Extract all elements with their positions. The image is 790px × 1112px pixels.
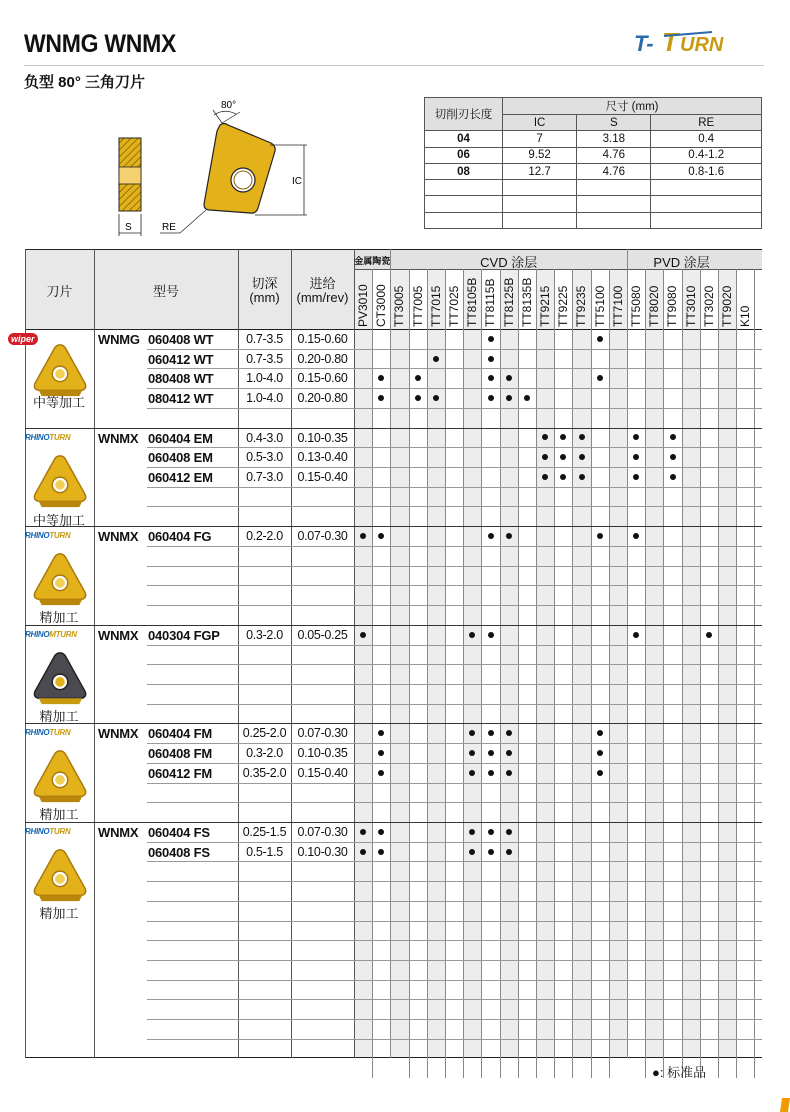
brand-rhino-turn <box>25 433 70 442</box>
feed-value: 0.07-0.30 <box>297 529 348 544</box>
standard-dot <box>506 533 512 539</box>
grade-border <box>518 269 519 1078</box>
model-code: 060412 EM <box>148 470 213 486</box>
row-border <box>147 664 762 665</box>
model-prefix: WNMX <box>98 529 139 545</box>
dim-row-empty <box>425 196 762 212</box>
dim-re: 0.4-1.2 <box>651 147 762 163</box>
t-turn-logo <box>632 28 764 58</box>
row-border <box>147 605 762 606</box>
standard-dot <box>488 375 494 381</box>
group-cermet: 金属陶瓷 <box>354 256 391 266</box>
grade-label: TT7100 <box>610 285 625 327</box>
brand-turn: TURN <box>55 629 77 639</box>
brand-turn: TURN <box>49 531 71 541</box>
standard-dot <box>597 730 603 736</box>
brand-turn: TURN <box>49 827 71 836</box>
model-code: 060404 EM <box>148 430 213 446</box>
depth-value: 0.7-3.5 <box>246 351 283 366</box>
section-border <box>25 428 762 429</box>
depth-value: 1.0-4.0 <box>246 391 283 406</box>
grade-label: TT3005 <box>392 285 407 327</box>
row-border <box>147 743 762 744</box>
brand-rhino-turn <box>25 728 70 737</box>
row-border <box>147 763 762 764</box>
column-border <box>238 249 239 1058</box>
standard-dot <box>488 336 494 342</box>
feed-value: 0.10-0.30 <box>297 844 348 859</box>
row-border <box>147 585 762 586</box>
page-title: WNMG WNMX <box>24 30 177 58</box>
standard-dot <box>597 336 603 342</box>
standard-dot <box>488 632 494 638</box>
grade-border <box>609 269 610 1078</box>
model-code: 060404 FM <box>148 726 212 742</box>
standard-dot <box>597 533 603 539</box>
column-border <box>25 249 26 1058</box>
column-border <box>94 249 95 1058</box>
row-border <box>147 704 762 705</box>
section-border <box>25 526 762 527</box>
dim-code: 04 <box>425 131 503 147</box>
depth-value: 0.35-2.0 <box>242 765 287 780</box>
depth-value: 0.3-2.0 <box>246 627 283 642</box>
model-prefix: WNMX <box>98 726 139 742</box>
model-code: 060404 FG <box>148 529 212 545</box>
depth-value: 0.4-3.0 <box>246 430 283 445</box>
table-bottom-border <box>25 1057 762 1058</box>
standard-dot <box>378 750 384 756</box>
grade-column-shade <box>463 249 481 1058</box>
brand-rhino-turn <box>25 531 70 540</box>
standard-dot <box>706 632 712 638</box>
insert-image <box>31 649 89 707</box>
insert-image <box>31 747 89 805</box>
grade-column-shade <box>645 249 663 1058</box>
dim-s: 4.76 <box>577 147 651 163</box>
model-code: 060408 WT <box>148 332 214 347</box>
depth-value: 0.7-3.0 <box>246 470 283 485</box>
row-border <box>147 999 762 1000</box>
standard-dot <box>378 395 384 401</box>
depth-value: 0.5-3.0 <box>246 450 283 465</box>
grade-label: TT8125B <box>501 277 516 327</box>
category-label: 精加工 <box>39 905 79 921</box>
insert-image <box>31 550 89 608</box>
legend: ●: 标准品 <box>652 1065 707 1080</box>
model-code: 040304 FGP <box>148 627 220 643</box>
category-label: 精加工 <box>39 807 79 823</box>
dim-col-ic: IC <box>503 115 577 131</box>
grade-column-shade <box>536 249 554 1058</box>
re-label: RE <box>162 222 176 233</box>
row-border <box>147 861 762 862</box>
standard-dot <box>378 533 384 539</box>
standard-dot <box>542 474 548 480</box>
model-prefix: WNMX <box>98 825 139 840</box>
category-label: 中等加工 <box>32 512 85 528</box>
grade-column-shade <box>390 249 408 1058</box>
feed-value: 0.10-0.35 <box>297 746 348 761</box>
grade-border <box>372 269 373 1078</box>
grade-border <box>718 269 719 1078</box>
row-border <box>147 980 762 981</box>
feed-value: 0.15-0.40 <box>297 765 348 780</box>
model-code: 060404 FS <box>148 825 210 840</box>
row-border <box>147 881 762 882</box>
feed-value: 0.05-0.25 <box>297 627 348 642</box>
grade-border <box>481 269 482 1078</box>
grade-label: TT5080 <box>629 285 643 327</box>
header-depth: 切深 (mm) <box>249 276 280 305</box>
standard-dot <box>378 849 384 855</box>
model-prefix: WNMX <box>98 627 139 643</box>
standard-dot <box>360 849 366 855</box>
dim-s: 3.18 <box>577 131 651 147</box>
standard-dot <box>560 434 566 440</box>
dim-row-empty <box>425 212 762 228</box>
dim-row <box>425 147 762 163</box>
title-divider <box>24 65 764 66</box>
standard-dot <box>488 750 494 756</box>
standard-dot <box>506 770 512 776</box>
standard-dot <box>506 395 512 401</box>
standard-dot <box>469 849 475 855</box>
row-border <box>147 447 762 448</box>
standard-dot <box>597 750 603 756</box>
header-bottom-border <box>25 329 762 330</box>
angle-label: 80° <box>221 100 237 111</box>
brand-rhino: RHINO <box>25 432 50 442</box>
insert-image <box>31 846 89 904</box>
svg-text:URN: URN <box>680 34 724 56</box>
insert-image <box>31 341 89 399</box>
row-border <box>147 842 762 843</box>
grade-label: TT8135B <box>519 277 534 327</box>
standard-dot <box>633 533 639 539</box>
standard-dot <box>433 356 439 362</box>
model-prefix: WNMX <box>98 430 139 446</box>
row-border <box>147 1019 762 1020</box>
standard-dot <box>579 454 585 460</box>
grade-label: TT7005 <box>410 285 425 327</box>
grade-table <box>11 249 762 1058</box>
row-border <box>147 783 762 784</box>
depth-value: 0.25-2.0 <box>242 726 287 741</box>
standard-dot <box>360 829 366 835</box>
dim-col-re: RE <box>651 115 762 131</box>
standard-dot <box>378 829 384 835</box>
row-border <box>147 684 762 685</box>
standard-dot <box>488 356 494 362</box>
grade-label: TT7025 <box>447 285 461 327</box>
model-prefix: WNMG <box>98 332 140 347</box>
brand-rhino-turn <box>25 827 70 836</box>
grade-column-shade <box>427 249 445 1058</box>
grade-border <box>427 269 428 1078</box>
category-label: 精加工 <box>39 708 79 724</box>
grade-border <box>554 269 555 1078</box>
ic-label: IC <box>292 176 302 187</box>
grade-label: TT9020 <box>720 285 734 327</box>
model-code: 060408 EM <box>148 450 213 466</box>
feed-value: 0.10-0.35 <box>297 430 348 445</box>
standard-dot <box>633 474 639 480</box>
row-border <box>147 487 762 488</box>
section-border <box>25 625 762 626</box>
brand-rhino: RHINO <box>25 629 50 639</box>
feed-value: 0.13-0.40 <box>297 450 348 465</box>
grade-border <box>572 269 573 1078</box>
model-code: 060408 FM <box>148 746 212 762</box>
model-code: 080408 WT <box>148 371 214 387</box>
grade-border <box>409 269 410 1078</box>
grade-column-shade <box>682 249 700 1058</box>
dim-row <box>425 163 762 179</box>
brand-rhino-turn <box>25 630 77 639</box>
standard-dot <box>524 395 530 401</box>
feed-value: 0.15-0.40 <box>297 470 348 485</box>
dim-code: 06 <box>425 147 503 163</box>
feed-value: 0.15-0.60 <box>297 371 348 386</box>
dim-ic: 12.7 <box>503 163 577 179</box>
standard-dot <box>560 474 566 480</box>
standard-dot <box>415 375 421 381</box>
row-border <box>147 546 762 547</box>
standard-dot <box>633 434 639 440</box>
standard-dot <box>488 395 494 401</box>
row-border <box>147 921 762 922</box>
brand-rhino: RHINO <box>25 827 50 836</box>
page-subtitle: 负型 80° 三角刀片 <box>24 74 146 91</box>
grade-border <box>500 269 501 1078</box>
grade-border <box>463 269 464 1078</box>
insert-drawing <box>100 98 330 243</box>
row-border <box>147 901 762 902</box>
dim-header-length: 切削刃长度 <box>425 98 503 131</box>
depth-value: 0.7-3.5 <box>246 332 283 346</box>
standard-dot <box>378 375 384 381</box>
grade-column-shade <box>500 249 518 1058</box>
grade-border <box>700 269 701 1078</box>
depth-value: 0.5-1.5 <box>246 844 283 859</box>
standard-dot <box>506 849 512 855</box>
wiper-badge: wiper <box>8 333 38 345</box>
standard-dot <box>597 770 603 776</box>
group-pvd: PVD 涂层 <box>653 255 710 270</box>
row-border <box>147 506 762 507</box>
header-feed: 进给 (mm/rev) <box>296 276 349 305</box>
grade-label: TT9235 <box>574 285 589 327</box>
model-code: 060412 FM <box>148 765 212 781</box>
depth-value: 0.2-2.0 <box>246 529 283 544</box>
standard-dot <box>488 533 494 539</box>
standard-dot <box>488 829 494 835</box>
header-insert: 刀片 <box>46 284 73 299</box>
svg-text:T-: T- <box>634 31 654 56</box>
brand-m: M <box>49 629 56 639</box>
standard-dot <box>670 434 676 440</box>
row-border <box>147 349 762 350</box>
grade-label: TT9225 <box>556 285 571 327</box>
grade-border <box>390 249 391 1058</box>
standard-dot <box>670 454 676 460</box>
grade-label: TT9080 <box>665 285 680 327</box>
dimension-table <box>424 97 762 229</box>
feed-value: 0.20-0.80 <box>297 351 348 366</box>
standard-dot <box>560 454 566 460</box>
grade-border <box>754 269 755 1078</box>
grade-column-shade <box>609 249 627 1058</box>
standard-dot <box>469 632 475 638</box>
grade-label: TT9215 <box>538 285 552 327</box>
feed-value: 0.20-0.80 <box>297 391 348 406</box>
grade-label: CT3000 <box>374 284 389 327</box>
s-label: S <box>125 222 132 233</box>
grade-label: K10 <box>738 305 753 327</box>
row-border <box>147 1039 762 1040</box>
standard-dot <box>506 750 512 756</box>
grade-label: TT8020 <box>647 285 662 327</box>
row-border <box>147 467 762 468</box>
grade-border <box>591 269 592 1078</box>
feed-value: 0.07-0.30 <box>297 726 348 741</box>
standard-dot <box>506 730 512 736</box>
row-border <box>147 408 762 409</box>
feed-value: 0.15-0.60 <box>297 332 348 346</box>
dim-code: 08 <box>425 163 503 179</box>
standard-dot <box>488 770 494 776</box>
table-top-border <box>25 249 762 250</box>
row-border <box>147 960 762 961</box>
grade-border <box>663 269 664 1078</box>
grade-column-shade <box>572 249 590 1058</box>
standard-dot <box>633 632 639 638</box>
standard-dot <box>415 395 421 401</box>
grade-column-shade <box>354 249 372 1058</box>
standard-dot <box>670 474 676 480</box>
brand-turn: TURN <box>49 432 71 442</box>
standard-dot <box>469 770 475 776</box>
dim-re: 0.4 <box>651 131 762 147</box>
group-cvd: CVD 涂层 <box>480 255 538 270</box>
grade-column-shade <box>718 249 736 1058</box>
grade-border <box>445 269 446 1078</box>
svg-text:T: T <box>662 28 678 57</box>
feed-value: 0.07-0.30 <box>297 825 348 839</box>
row-border <box>147 388 762 389</box>
standard-dot <box>633 454 639 460</box>
depth-value: 0.25-1.5 <box>242 825 287 839</box>
standard-dot <box>506 375 512 381</box>
row-border <box>147 645 762 646</box>
model-code: 060412 WT <box>148 351 214 367</box>
dim-row-empty <box>425 180 762 196</box>
dim-col-s: S <box>577 115 651 131</box>
row-border <box>147 566 762 567</box>
dim-ic: 7 <box>503 131 577 147</box>
standard-dot <box>378 770 384 776</box>
grade-border <box>682 269 683 1078</box>
insert-image <box>31 452 89 510</box>
standard-dot <box>579 474 585 480</box>
dim-re: 0.8-1.6 <box>651 163 762 179</box>
model-code: 060408 FS <box>148 844 210 860</box>
dim-s: 4.76 <box>577 163 651 179</box>
standard-dot <box>433 395 439 401</box>
brand-turn: TURN <box>49 728 71 738</box>
standard-dot <box>378 730 384 736</box>
column-border <box>354 249 355 1058</box>
brand-rhino: RHINO <box>25 728 50 738</box>
category-label: 精加工 <box>39 610 79 626</box>
grade-label: TT7015 <box>428 285 443 327</box>
grade-border <box>627 249 628 1058</box>
dim-ic: 9.52 <box>503 147 577 163</box>
row-border <box>147 368 762 369</box>
brand-rhino: RHINO <box>25 531 50 541</box>
column-border <box>291 249 292 1058</box>
grade-label: TT3020 <box>701 285 716 327</box>
standard-dot <box>488 849 494 855</box>
grade-border <box>536 269 537 1078</box>
category-label: 中等加工 <box>32 395 85 411</box>
standard-dot <box>597 375 603 381</box>
grade-label: TT8105B <box>465 277 480 327</box>
depth-value: 1.0-4.0 <box>246 371 283 386</box>
grade-border <box>736 269 737 1078</box>
model-code: 080412 WT <box>148 391 214 407</box>
grade-label: TT8115B <box>483 278 498 327</box>
grade-border <box>645 269 646 1078</box>
dim-row <box>425 131 762 147</box>
row-border <box>147 802 762 803</box>
section-border <box>25 723 762 724</box>
standard-dot <box>488 730 494 736</box>
standard-dot <box>360 632 366 638</box>
grade-label: TT5100 <box>592 285 607 327</box>
header-model: 型号 <box>152 284 179 299</box>
row-border <box>147 940 762 941</box>
dim-header-size: 尺寸 (mm) <box>503 98 762 115</box>
section-border <box>25 822 762 823</box>
depth-value: 0.3-2.0 <box>246 746 283 761</box>
grade-label: PV3010 <box>356 284 370 327</box>
page-corner-tab <box>780 1098 790 1112</box>
standard-dot <box>506 829 512 835</box>
grade-label: TT3010 <box>683 285 698 327</box>
